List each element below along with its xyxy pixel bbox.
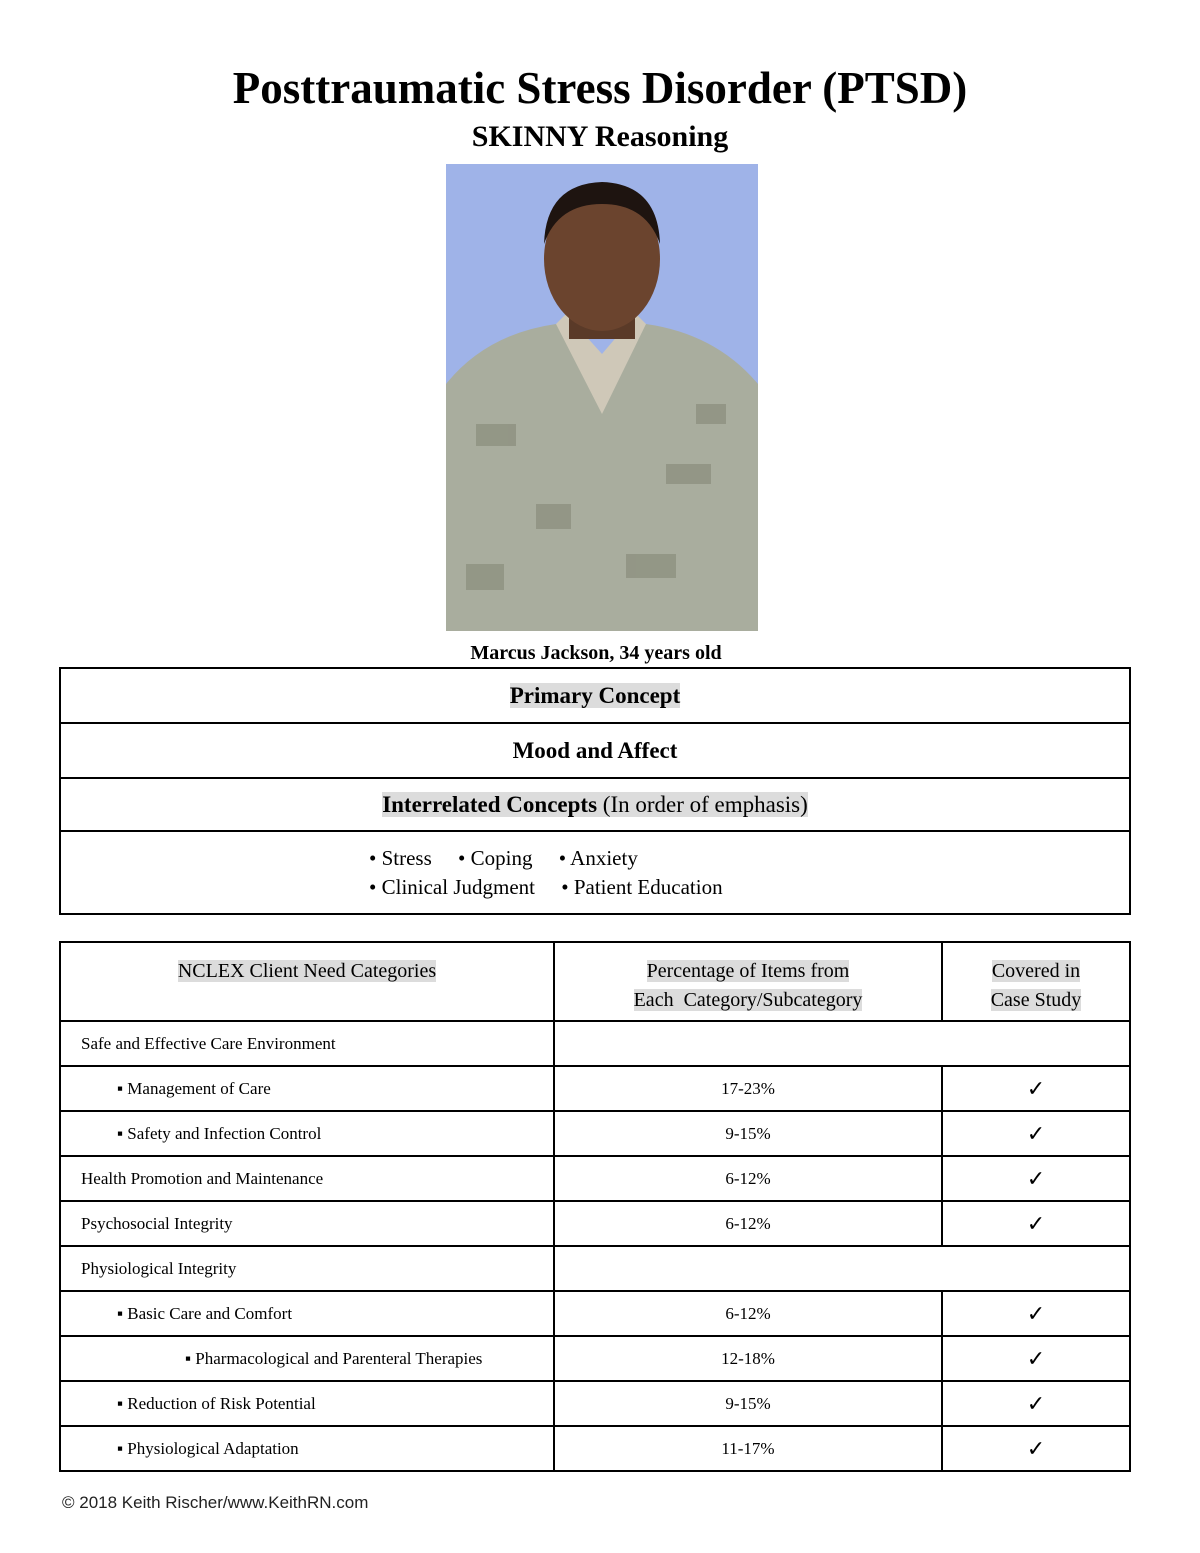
check-icon: ✓: [942, 1291, 1130, 1336]
table-row: [60, 1066, 1130, 1111]
header-categories: NCLEX Client Need Categories: [177, 960, 437, 982]
table-row: [60, 1291, 1130, 1336]
percentage-cell: 9-15%: [554, 1381, 942, 1426]
nclex-table: [59, 941, 1131, 1472]
header-covered-1: Covered in: [991, 960, 1081, 982]
page-subtitle: SKINNY Reasoning: [471, 120, 729, 153]
check-icon: ✓: [942, 1111, 1130, 1156]
percentage-cell: 6-12%: [554, 1291, 942, 1336]
category-label: Safe and Effective Care Environment: [60, 1021, 554, 1066]
primary-concept-label: Primary Concept: [509, 682, 681, 708]
category-label: ▪ Physiological Adaptation: [60, 1426, 554, 1471]
category-label: Psychosocial Integrity: [60, 1201, 554, 1246]
table-row: [60, 1201, 1130, 1246]
category-label: ▪ Safety and Infection Control: [60, 1111, 554, 1156]
table-row: [60, 1381, 1130, 1426]
empty-cell: [554, 1021, 1130, 1066]
header-percentage-2: Each Category/Subcategory: [633, 989, 863, 1011]
primary-concept-value: Mood and Affect: [60, 723, 1130, 778]
copyright-footer: © 2018 Keith Rischer/www.KeithRN.com: [62, 1493, 369, 1512]
percentage-cell: 9-15%: [554, 1111, 942, 1156]
check-icon: ✓: [942, 1426, 1130, 1471]
header-covered-2: Case Study: [990, 989, 1082, 1011]
percentage-cell: 12-18%: [554, 1336, 942, 1381]
category-label: ▪ Management of Care: [60, 1066, 554, 1111]
table-row: [60, 1336, 1130, 1381]
category-label: Health Promotion and Maintenance: [60, 1156, 554, 1201]
check-icon: ✓: [942, 1336, 1130, 1381]
category-label: ▪ Pharmacological and Parenteral Therapies: [60, 1336, 554, 1381]
table-row: [60, 1156, 1130, 1201]
table-row: [60, 1426, 1130, 1471]
patient-caption: Marcus Jackson, 34 years old: [470, 642, 722, 664]
percentage-cell: 11-17%: [554, 1426, 942, 1471]
interrelated-concepts-line-2: • Clinical Judgment • Patient Education: [369, 874, 723, 899]
patient-photo: [446, 164, 758, 631]
check-icon: ✓: [942, 1156, 1130, 1201]
table-row: [60, 1246, 1130, 1291]
category-label: Physiological Integrity: [60, 1246, 554, 1291]
table-row: [60, 1111, 1130, 1156]
empty-cell: [554, 1246, 1130, 1291]
percentage-cell: 17-23%: [554, 1066, 942, 1111]
interrelated-concepts-line-1: • Stress • Coping • Anxiety: [369, 845, 638, 870]
table-row: [60, 1021, 1130, 1066]
percentage-cell: 6-12%: [554, 1156, 942, 1201]
check-icon: ✓: [942, 1201, 1130, 1246]
check-icon: ✓: [942, 1066, 1130, 1111]
check-icon: ✓: [942, 1381, 1130, 1426]
interrelated-concepts-heading: Interrelated Concepts (In order of emphasis): [382, 791, 808, 817]
percentage-cell: 6-12%: [554, 1201, 942, 1246]
header-percentage-1: Percentage of Items from: [646, 960, 850, 982]
category-label: ▪ Basic Care and Comfort: [60, 1291, 554, 1336]
concepts-table: [59, 667, 1131, 915]
page-title: Posttraumatic Stress Disorder (PTSD): [232, 63, 968, 113]
category-label: ▪ Reduction of Risk Potential: [60, 1381, 554, 1426]
